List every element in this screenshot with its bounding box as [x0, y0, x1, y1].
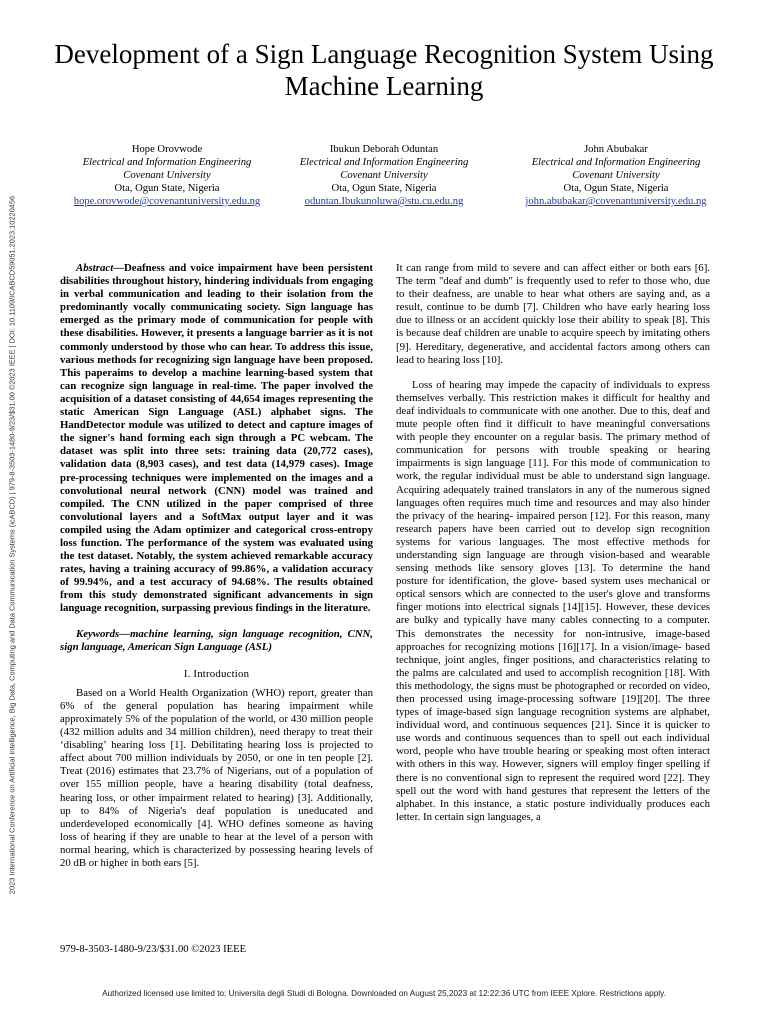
- paper-title: Development of a Sign Language Recognition System Using Machine Learning: [54, 39, 714, 101]
- author-univ: Covenant University: [340, 170, 428, 181]
- right-column: [396, 262, 710, 824]
- author-dept: Electrical and Information Engineering: [82, 157, 252, 168]
- section-heading: I. Introduction: [183, 667, 250, 680]
- doi-sidebar: [5, 110, 19, 980]
- author-univ: Covenant University: [123, 170, 211, 181]
- left-column: [60, 262, 373, 870]
- author-univ: Covenant University: [572, 170, 660, 181]
- abstract-text: Deafness and voice impairment have been persistent disabilities throughout history, hindering individuals from engaging in verbal communication and leading to their isolation from the predominantly vocally communicating society. Sign language has emerged as the primary mode of communication for people with these disabilities. However, it presents a language barrier as it is not commonly understood by those who can hear. To address this issue, various methods for recognizing sign language have been proposed. This paperaims to develop a machine learning-based system that can recognize sign language in real-time. The paper involved the acquisition of a dataset consisting of 44,654 images representing the static American Sign Language (ASL) alphabet signs. The HandDetector module was utilized to detect and capture images of the signer's hand forming each sign through a PC webcam. The dataset was split into three sets: training data (20,772 cases), validation data (8,903 cases), and test data (14,979 cases). Image pre-processing techniques were implemented on the images and a convolutional neural network (CNN) model was trained and compiled. The CNN utilized in the paper comprised of three convolutional layers and a SoftMax output layer and it was compiled using the Adam optimizer and categorical cross-entropy loss function. The performance of the system was evaluated using the test dataset. Notably, the system achieved remarkable accuracy rates, having a training accuracy of 99.86%, a validation accuracy of 99.94%, and a test accuracy of 94.68%. The results obtained from this study demonstrated significant advancements in sign language recognition, surpassing previous findings in the literature.: [60, 262, 373, 615]
- author-location: Ota, Ogun State, Nigeria: [563, 183, 669, 194]
- author-dept: Electrical and Information Engineering: [531, 157, 701, 168]
- body-paragraph: Loss of hearing may impede the capacity of individuals to express themselves verbally. This restriction makes it difficult for healthy and deaf individuals to communicate with one another. Due to this, deaf and mute people often find it difficult to have meaningful conversations with people they encounter on a regular basis. The primary method of communication for persons with trouble speaking or hearing impairments is sign language [11]. For this mode of communication to work, the regular individual must be able to understand sign language. Acquiring adequately trained translators in any of the numerous signed languages often requires much time and resources and may also hinder the privacy of the hearing- impaired person [12]. For this reason, many research papers have been carried out to develop sign recognition systems for various languages. The most effective methods for understanding sign language are through vision-based and wearable sensing methods like sensory gloves [13]. To determine the hand posture for identification, the glove- based system uses mechanical or optical sensors which are connected to the user's glove and transforms finger motions into electrical signals [14][15]. However, these devices are bulky and typically have many cables connecting to a computer. This demonstrates the necessity for non-intrusive, image-based approaches for recognizing motions [16][17]. In a vision/image- based technique, joint angles, finger positions, and characteristics relating to the palms are calculated and used to accomplish recognition [18]. With this methodology, the signs must be photographed or recorded on video, then processed using image-processing software [19][20]. The three types of image-based sign language recognition systems are alphabet, individual word, and continuous sequences [21]. Since it is quicker to use words and continuous sequences than to spell out each individual word, people who have trouble hearing or speaking most often interact with others in this way. However, signers will employ finger spelling if there is no conventional sign to represent the required word [22]. They spell out the word with hand gestures that represent the letters of the alphabet. In this instance, a static posture individually produces each letter. In certain sign languages, a: [396, 378, 710, 823]
- author-location: Ota, Ogun State, Nigeria: [114, 183, 220, 194]
- body-paragraph: It can range from mild to severe and can affect either or both ears [6]. The term "deaf and dumb" is frequently used to refer to those who, due to their deafness, are unable to hear what others are saying and, as a result, continue to be dumb [7]. Children who have early hearing loss due to illness or an accident quickly lose their ability to speak [8]. This is because deaf children are unable to acquire speech by imitating others [9]. Hereditary, degenerative, and accidental factors among others can lead to hearing loss [10].: [396, 262, 710, 366]
- author-3: [521, 143, 711, 208]
- author-2: [289, 143, 479, 208]
- author-email-link[interactable]: oduntan.Ibukunoluwa@stu.cu.edu.ng: [304, 196, 464, 207]
- author-location: Ota, Ogun State, Nigeria: [331, 183, 437, 194]
- abstract-label: Abstract—: [76, 262, 124, 274]
- doi-sidebar-text: 2023 International Conference on Artificial Intelligence, Big Data, Computing and Data Communication Systems (icABCD) | 979-8-3503-1480-9/23/$31.00 ©2023 IEEE | DOI: 10.1109/ICABCD59051.2023.10220456: [7, 195, 17, 895]
- author-email-link[interactable]: john.abubakar@covenantuniversity.edu.ng: [525, 196, 707, 207]
- abstract: [60, 262, 373, 616]
- license-footer: Authorized licensed use limited to: Universita degli Studi di Bologna. Downloaded on August 25,2023 at 12:22:36 UTC from IEEE Xplore. Restrictions apply.: [102, 989, 666, 998]
- keywords: Keywords—machine learning, sign language recognition, CNN, sign language, American Sign Language (ASL): [60, 627, 373, 653]
- author-1: [72, 143, 262, 208]
- author-dept: Electrical and Information Engineering: [299, 157, 469, 168]
- author-name: John Abubakar: [584, 144, 648, 155]
- author-email-link[interactable]: hope.orovwode@covenantuniversity.edu.ng: [73, 196, 261, 207]
- intro-paragraph: Based on a World Health Organization (WHO) report, greater than 6% of the general population has hearing impairment while approximately 5% of the population of the world, or 430 million people (432 million adults and 34 million children), need therapy to treat their ‘disabling’ hearing loss [1]. Debilitating hearing loss is projected to affect about 700 million individuals by 2050, or one in ten people [2]. Treat (2016) estimates that 23.7% of Nigerians, out of a population of over 155 million people, have a hearing disability (total deafness, hearing loss, or other impairment related to hearing) [3]. Additionally, up to 84% of Nigeria's deaf population is uneducated and underdeveloped economically [4]. WHO defines someone as having loss of hearing if they are unable to hear at the level of a person with normal hearing, which is characterized by possessing hearing levels of 20 dB or higher in both ears [5].: [60, 686, 373, 870]
- author-name: Ibukun Deborah Oduntan: [329, 144, 439, 155]
- author-name: Hope Orovwode: [131, 144, 203, 155]
- copyright-line: 979-8-3503-1480-9/23/$31.00 ©2023 IEEE: [60, 944, 247, 955]
